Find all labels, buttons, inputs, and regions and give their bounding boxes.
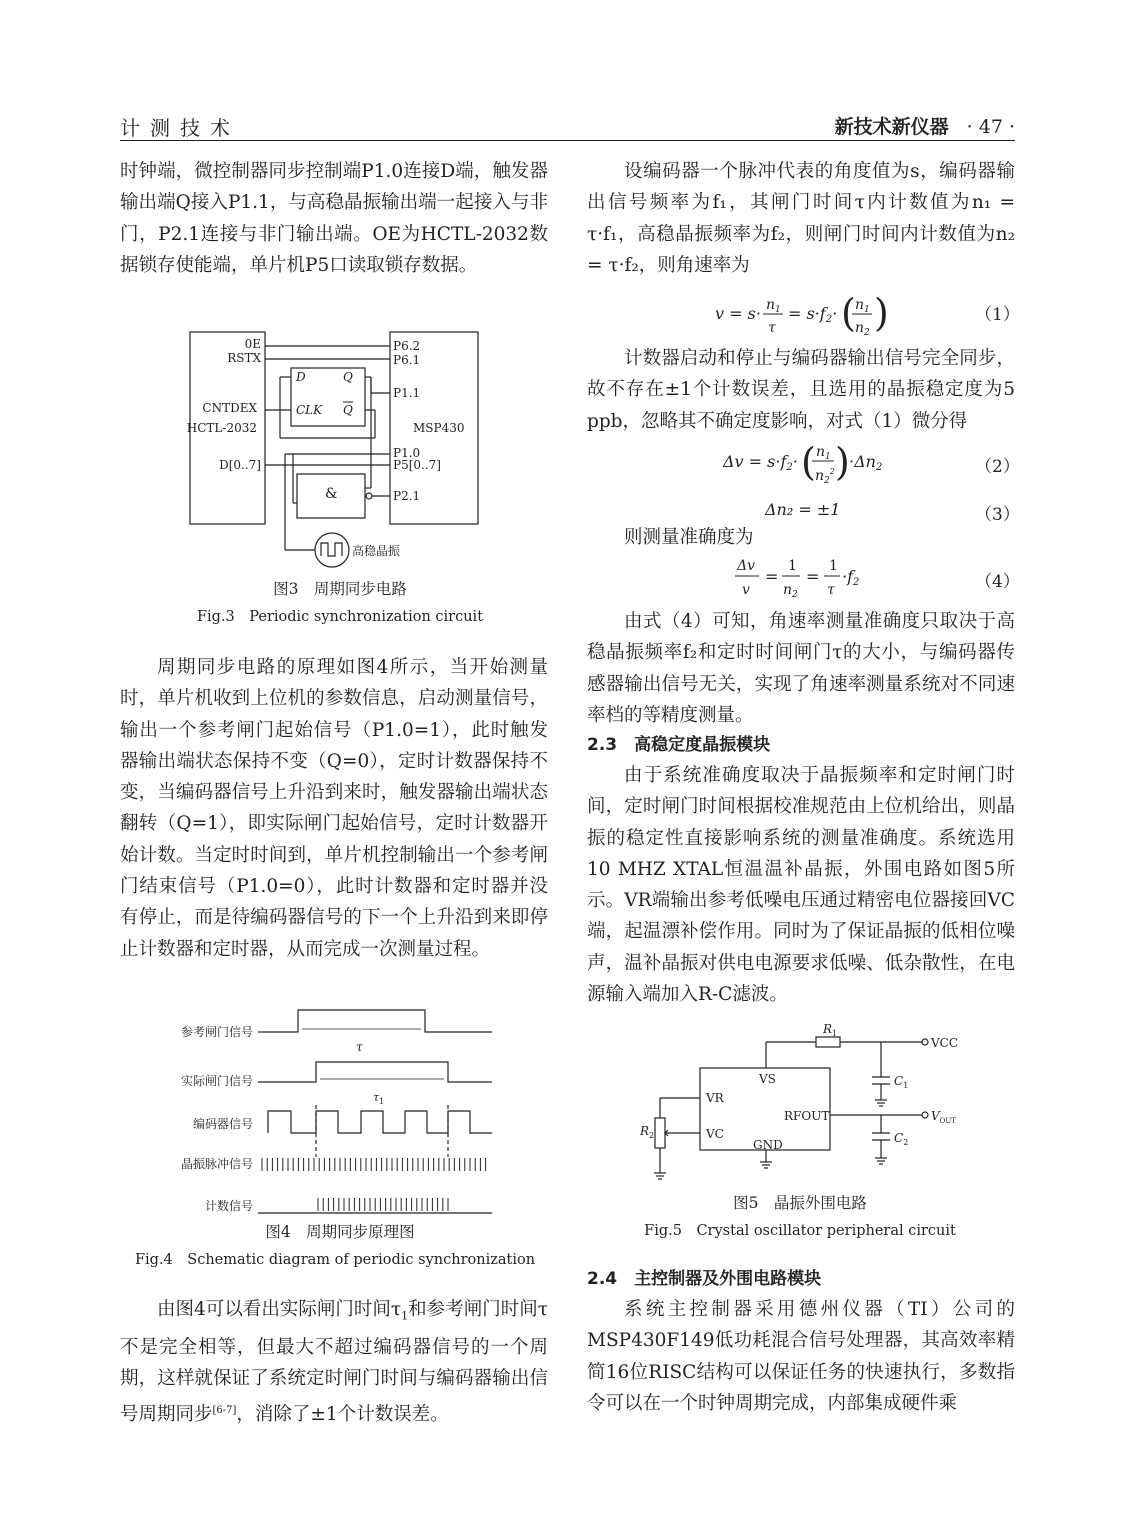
- paragraph-text: 计数器启动和停止与编码器输出信号完全同步，故不存在±1个计数误差，且选用的晶振稳定度为5 ppb，忽略其不确定度影响，对式（1）微分得: [587, 348, 1015, 432]
- and-gate-label: &: [325, 486, 338, 502]
- paragraph-text: 由图4可以看出实际闸门时间$\tau_1$和参考闸门时间τ不是完全相等，但最大不超过编码器信号的一个周期，这样就保证了系统定时闸门时间与编码器输出信号周期同步[6-7]，消除了±1个计数误差。: [120, 1299, 548, 1425]
- section-name: 新技术新仪器: [834, 116, 949, 138]
- svg-text:=: =: [765, 567, 779, 586]
- svg-text:n1: $n_1$: [766, 297, 781, 315]
- fig4-caption-en: Fig.4 Schematic diagram of periodic synchronization: [134, 1252, 536, 1268]
- svg-text:= s·f2·: = s·f2·: [788, 304, 838, 325]
- tau1-label: $\tau_1$: [373, 1091, 385, 1106]
- d-label: D: [296, 370, 306, 384]
- figure-5-oscillator: [636, 1020, 966, 1190]
- svg-text:n22: $n_2^2$: [815, 467, 835, 486]
- signal-label-ref-gate: 参考闸门信号: [180, 1025, 253, 1039]
- right-paragraph-6: [587, 1294, 1015, 1419]
- fig5-caption-en: Fig.5 Crystal oscillator peripheral circuit: [644, 1223, 956, 1239]
- eq1-number: （1）: [975, 305, 1020, 325]
- count-pulses: [318, 1198, 448, 1211]
- section-heading-2-3: 2.3 高稳定度晶振模块: [587, 735, 771, 755]
- svg-text:n1: $n_1$: [816, 444, 831, 462]
- fig4-caption-zh: 图4 周期同步原理图: [265, 1223, 415, 1241]
- fig5-caption-zh: 图5 晶振外围电路: [733, 1194, 867, 1212]
- right-paragraph-3: [587, 522, 1015, 553]
- paragraph-text: 设编码器一个脉冲代表的角度值为s，编码器输出信号频率为f₁，其闸门时间τ内计数值为n₁ = τ·f₁，高稳晶振频率为f₂，则闸门时间内计数值为n₂ = τ·f₂，则角速率为: [587, 161, 1015, 276]
- paragraph-text: 由式（4）可知，角速率测量准确度只取决于高稳晶振频率f₂和定时时间闸门τ的大小，与编码器传感器输出信号无关，实现了角速率测量系统对不同速率档的等精度测量。: [587, 611, 1015, 726]
- rfout-label: RFOUT: [784, 1109, 830, 1123]
- r2-label: $R_2$: [640, 1124, 655, 1140]
- p5-label: P5[0..7]: [393, 458, 441, 472]
- c2-label: $C_2$: [894, 1131, 909, 1147]
- oscillator-label: 高稳晶振: [352, 544, 401, 558]
- right-paragraph-2: [587, 343, 1015, 437]
- svg-text:n1: $n_1$: [855, 297, 870, 315]
- svg-text:τ: τ: [768, 320, 776, 336]
- right-paragraph-5: [587, 760, 1015, 1010]
- signal-label-encoder: 编码器信号: [192, 1117, 253, 1131]
- paragraph-text: 周期同步电路的原理如图4所示，当开始测量时，单片机收到上位机的参数信息，启动测量信号，输出一个参考闸门起始信号（P1.0=1），此时触发器输出端状态保持不变（Q=0），定时计数器保持不变，当编码器信号上升沿到来时，触发器输出端状态翻转（Q=1），即实际闸门起始信号，定时计数器开始计数。当定时时间到，单片机控制输出一个参考闸门结束信号（P1.0=0），此时计数器和定时器并没有停止，而是待编码器信号的下一个上升沿到来即停止计数器和定时器，从而完成一次测量过程。: [120, 657, 548, 960]
- svg-text:v = s·: v = s·: [715, 304, 761, 323]
- right-paragraph-1: [587, 156, 1015, 281]
- svg-text:): ): [874, 292, 889, 335]
- svg-text:1: 1: [788, 558, 797, 574]
- svg-text:·f2: ·f2: [842, 567, 860, 588]
- d07-label: D[0..7]: [219, 458, 261, 472]
- eq4-number: （4）: [975, 572, 1020, 592]
- equation-2: [723, 437, 893, 496]
- oe-label: 0E: [244, 337, 261, 351]
- svg-text:(: (: [801, 440, 816, 484]
- svg-text:1: 1: [829, 558, 838, 574]
- page-number: · 47 ·: [966, 116, 1015, 138]
- c1-label: $C_1$: [894, 1074, 909, 1090]
- qbar-label: Q: [343, 403, 353, 417]
- svg-text:): ): [835, 440, 850, 484]
- svg-text:n2: $n_2$: [783, 582, 798, 600]
- p11-label: P1.1: [393, 386, 421, 400]
- svg-text:Δv = s·f2·: Δv = s·f2·: [723, 452, 798, 473]
- svg-text:(: (: [841, 292, 856, 335]
- tau-label: τ: [356, 1040, 363, 1054]
- paragraph-text: 由于系统准确度取决于晶振频率和定时闸门时间，定时闸门时间根据校准规范由上位机给出，则晶振的稳定性直接影响系统的测量准确度。系统选用10 MHZ XTAL恒温温补晶振，外围电路如图5所示。VR端输出参考低噪电压通过精密电位器接回VC端，起温漂补偿作用。同时为了保证晶振的低相位噪声，温补晶振对供电电源要求低噪、低杂散性，在电源输入端加入R-C滤波。: [587, 765, 1015, 1006]
- equation-3: Δn₂ = ±1: [765, 500, 841, 519]
- p21-label: P2.1: [393, 489, 421, 503]
- vcc-label: VCC: [931, 1036, 959, 1050]
- svg-text:n2: $n_2$: [855, 320, 870, 338]
- cntdex-label: CNTDEX: [202, 401, 257, 415]
- signal-label-actual-gate: 实际闸门信号: [180, 1074, 253, 1088]
- left-paragraph-3: [120, 1294, 548, 1430]
- section-heading-2-4: 2.4 主控制器及外围电路模块: [587, 1269, 822, 1289]
- vout-label: $V_{OUT}$: [931, 1109, 956, 1125]
- left-paragraph-1: [120, 156, 548, 281]
- rstx-label: RSTX: [227, 351, 261, 365]
- paragraph-text: 时钟端，微控制器同步控制端P1.0连接D端，触发器输出端Q接入P1.1，与高稳晶振输出端一起接入与非门，P2.1连接与非门输出端。OE为HCTL-2032数据锁存使能端，单片机P5口读取锁存数据。: [120, 161, 548, 276]
- p10-label: P1.0: [393, 446, 421, 460]
- equation-4: [735, 552, 875, 609]
- figure-4-timing: [170, 1005, 500, 1217]
- svg-text:=: =: [806, 567, 820, 586]
- eq2-number: （2）: [975, 457, 1020, 477]
- q-label: Q: [343, 370, 353, 384]
- gnd-label: GND: [753, 1138, 783, 1152]
- svg-text:v: v: [742, 582, 750, 598]
- p61-label: P6.1: [393, 353, 421, 367]
- section-title: [835, 112, 1015, 139]
- right-paragraph-4: [587, 606, 1015, 731]
- paragraph-text: 系统主控制器采用德州仪器（TI）公司的MSP430F149低功耗混合信号处理器，其高效率精简16位RISC结构可以保证任务的快速执行，多数指令可以在一个时钟周期完成，内部集成硬件乘: [587, 1299, 1015, 1414]
- svg-text:Δv: Δv: [737, 558, 756, 574]
- clk-label: CLK: [296, 403, 323, 417]
- p62-label: P6.2: [393, 339, 421, 353]
- eq3-number: （3）: [975, 505, 1020, 525]
- svg-text:·Δn2: ·Δn2: [849, 452, 883, 473]
- vc-label: VC: [706, 1127, 724, 1141]
- msp430-label: MSP430: [413, 421, 465, 435]
- journal-name: 计测技术: [120, 116, 240, 140]
- crystal-pulses: [262, 1158, 486, 1171]
- left-paragraph-2: [120, 652, 548, 965]
- r1-label: $R_1$: [823, 1022, 838, 1038]
- hctl-label: HCTL-2032: [186, 421, 257, 435]
- page-header: [120, 108, 1015, 141]
- paragraph-text: 则测量准确度为: [624, 527, 754, 548]
- figure-3-circuit: [185, 328, 485, 573]
- equation-1: [715, 292, 915, 347]
- fig3-caption-zh: 图3 周期同步电路: [273, 580, 407, 598]
- svg-text:τ: τ: [827, 582, 835, 598]
- vr-label: VR: [706, 1091, 724, 1105]
- fig3-caption-en: Fig.3 Periodic synchronization circuit: [196, 609, 484, 625]
- signal-label-count: 计数信号: [204, 1199, 253, 1213]
- vs-label: VS: [759, 1072, 776, 1086]
- signal-label-crystal: 晶振脉冲信号: [180, 1157, 253, 1171]
